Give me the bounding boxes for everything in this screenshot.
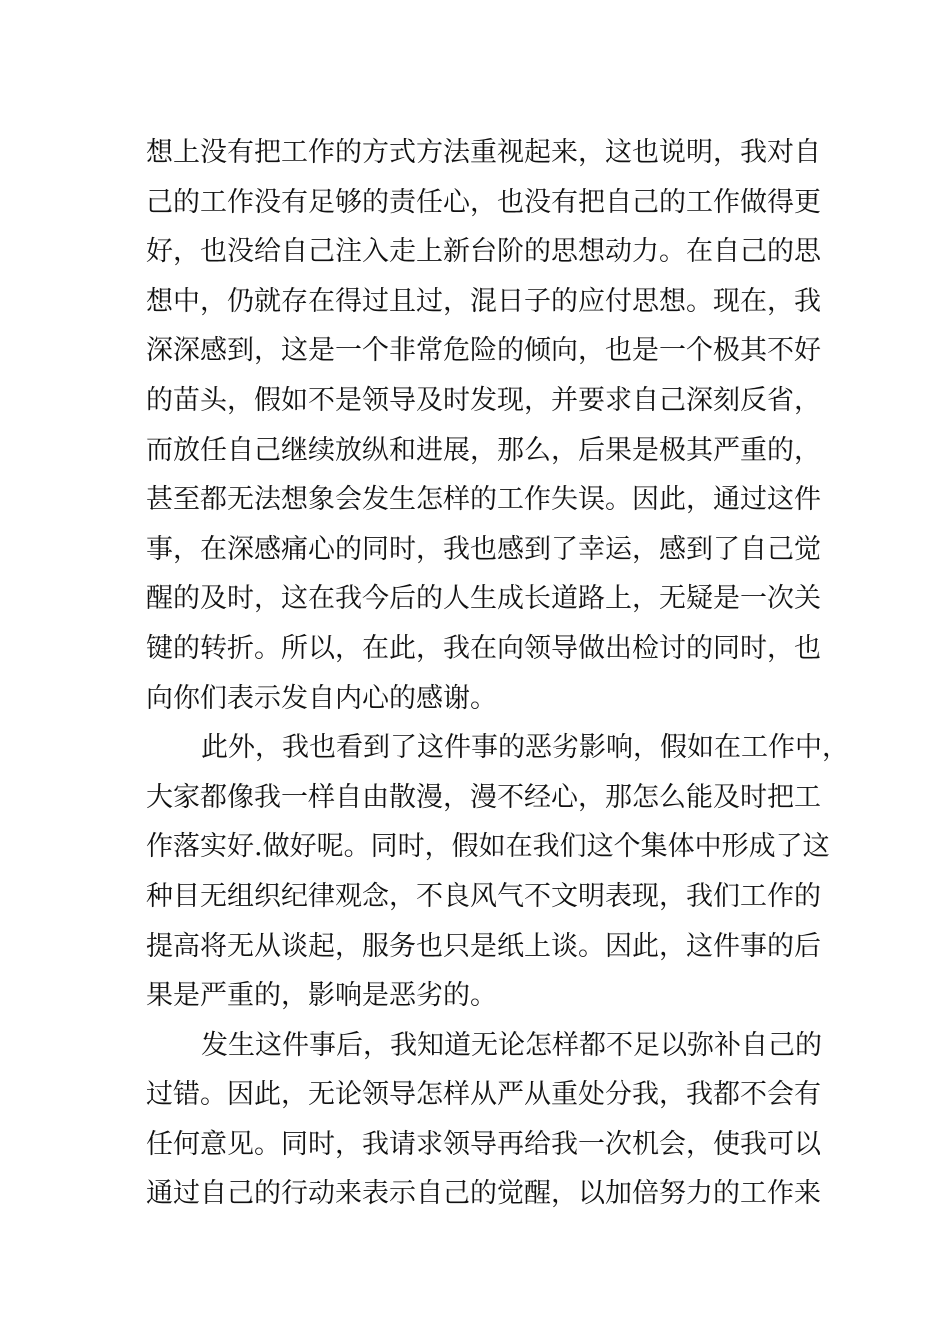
- document-body: [146, 128, 849, 1219]
- paragraph-first-line: 发生这件事后，我知道无论怎样都不足以弥补自己的: [201, 1029, 822, 1061]
- text-line: 事，在深感痛心的同时，我也感到了幸运，感到了自己觉: [146, 533, 821, 565]
- text-line: 作落实好.做好呢。同时，假如在我们这个集体中形成了这: [146, 831, 830, 863]
- text-line: 通过自己的行动来表示自己的觉醒，以加倍努力的工作来: [146, 1178, 821, 1210]
- text-line: 己的工作没有足够的责任心，也没有把自己的工作做得更: [146, 186, 821, 218]
- text-line: 想中，仍就存在得过且过，混日子的应付思想。现在，我: [146, 285, 821, 317]
- text-line: 键的转折。所以，在此，我在向领导做出检讨的同时，也: [146, 632, 821, 664]
- text-line: 醒的及时，这在我今后的人生成长道路上，无疑是一次关: [146, 583, 821, 615]
- text-line: 种目无组织纪律观念，不良风气不文明表现，我们工作的: [146, 880, 821, 912]
- text-line: 过错。因此，无论领导怎样从严从重处分我，我都不会有: [146, 1079, 821, 1111]
- text-line: 甚至都无法想象会发生怎样的工作失误。因此，通过这件: [146, 484, 821, 516]
- text-line: 果是严重的，影响是恶劣的。: [146, 980, 497, 1012]
- text-line: 向你们表示发自内心的感谢。: [146, 682, 497, 714]
- paragraph-first-line: 此外，我也看到了这件事的恶劣影响，假如在工作中，: [201, 732, 849, 764]
- text-line: 大家都像我一样自由散漫，漫不经心，那怎么能及时把工: [146, 781, 821, 813]
- text-line: 好，也没给自己注入走上新台阶的思想动力。在自己的思: [146, 236, 821, 268]
- text-line: 而放任自己继续放纵和进展，那么，后果是极其严重的，: [146, 434, 821, 466]
- text-line: 深深感到，这是一个非常危险的倾向，也是一个极其不好: [146, 335, 821, 367]
- text-line: 想上没有把工作的方式方法重视起来，这也说明，我对自: [146, 137, 821, 168]
- text-line: 任何意见。同时，我请求领导再给我一次机会，使我可以: [146, 1128, 821, 1160]
- text-line: 提高将无从谈起，服务也只是纸上谈。因此，这件事的后: [146, 930, 821, 962]
- text-line: 的苗头，假如不是领导及时发现，并要求自己深刻反省，: [146, 384, 821, 416]
